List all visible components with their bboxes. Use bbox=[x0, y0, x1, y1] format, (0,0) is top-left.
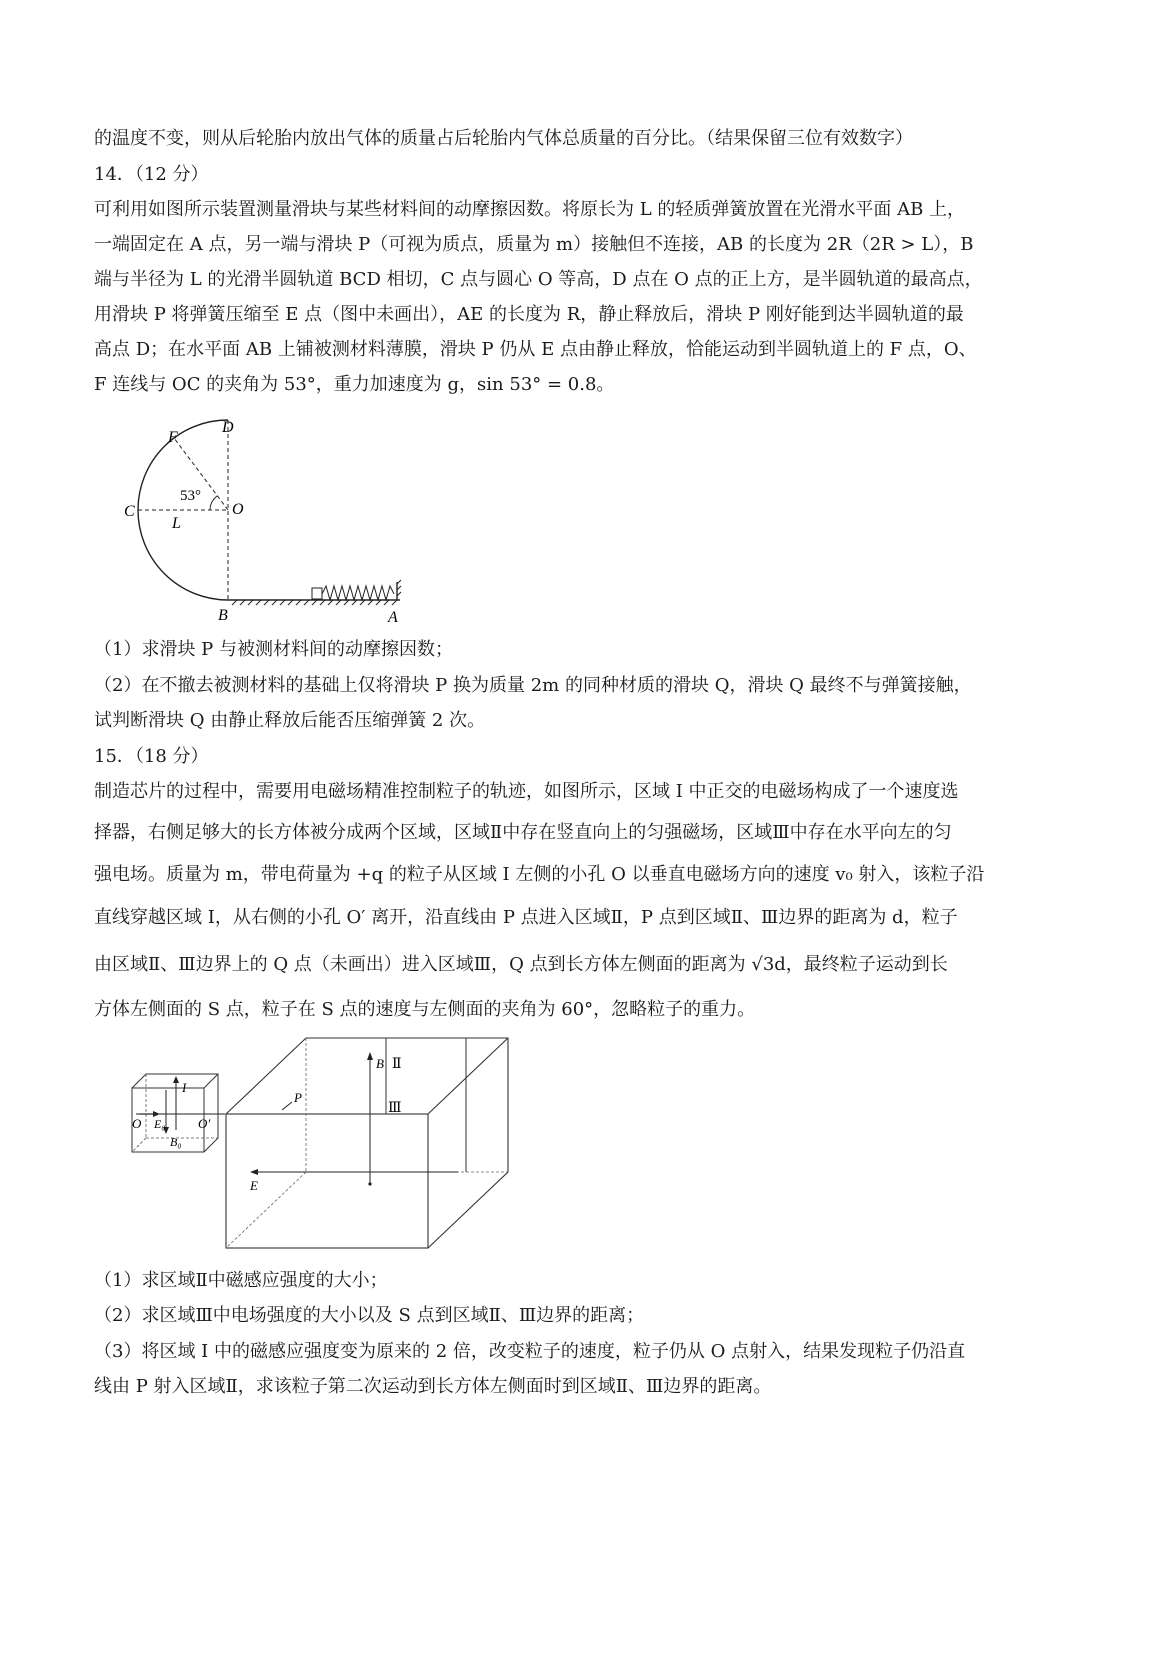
q15-subquestion: 线由 P 射入区域Ⅱ，求该粒子第二次运动到长方体左侧面时到区域Ⅱ、Ⅲ边界的距离。 bbox=[94, 1376, 772, 1397]
b-field-arrowhead bbox=[367, 1052, 373, 1060]
e-field-arrowhead bbox=[250, 1169, 258, 1175]
label-f: F bbox=[168, 429, 178, 446]
label-c: C bbox=[124, 503, 135, 520]
q15-heading: 15．（18 分） bbox=[94, 746, 209, 767]
label-l: L bbox=[172, 515, 181, 532]
slider-block bbox=[312, 588, 322, 599]
label-e0: E₀ bbox=[154, 1117, 166, 1131]
q14-text-line: 端与半径为 L 的光滑半圆轨道 BCD 相切，C 点与圆心 O 等高，D 点在 O 点的正上方，是半圆轨道的最高点， bbox=[94, 269, 983, 290]
q14-heading: 14．（12 分） bbox=[94, 164, 209, 185]
q15-subquestion: （3）将区域 I 中的磁感应强度变为原来的 2 倍，改变粒子的速度，粒子仍从 O 点射入，结果发现粒子仍沿直 bbox=[94, 1341, 966, 1362]
label-o: O bbox=[232, 501, 244, 518]
q15-subquestion: （1）求区域Ⅱ中磁感应强度的大小； bbox=[94, 1270, 388, 1291]
label-b: B bbox=[376, 1056, 384, 1071]
q15-text-line: 择器，右侧足够大的长方体被分成两个区域，区域Ⅱ中存在竖直向上的匀强磁场，区域Ⅲ中存在水平向左的匀 bbox=[94, 822, 952, 843]
q15-subquestion: （2）求区域Ⅲ中电场强度的大小以及 S 点到区域Ⅱ、Ⅲ边界的距离； bbox=[94, 1305, 645, 1326]
label-a: A bbox=[388, 609, 398, 622]
q14-subquestion: 试判断滑块 Q 由静止释放后能否压缩弹簧 2 次。 bbox=[94, 710, 486, 731]
label-b0: B₀ bbox=[170, 1135, 182, 1149]
label-region-i: I bbox=[182, 1080, 187, 1095]
q14-track-figure bbox=[110, 412, 430, 622]
label-o-hole: O bbox=[132, 1116, 142, 1131]
q15-field-figure bbox=[126, 1034, 526, 1254]
q14-text-line: 高点 D；在水平面 AB 上铺被测材料薄膜，滑块 P 仍从 E 点由静止释放，恰能运动到半圆轨道上的 F 点，O、 bbox=[94, 339, 977, 360]
q14-text-line: 可利用如图所示装置测量滑块与某些材料间的动摩擦因数。将原长为 L 的轻质弹簧放置在光滑水平面 AB 上， bbox=[94, 199, 966, 220]
label-b: B bbox=[218, 607, 228, 622]
q15-text-line: 由区域Ⅱ、Ⅲ边界上的 Q 点（未画出）进入区域Ⅲ，Q 点到长方体左侧面的距离为 √3d，最终粒子运动到长 bbox=[94, 954, 948, 975]
ground-hatching bbox=[232, 600, 397, 605]
i-arrowhead bbox=[173, 1076, 179, 1083]
q14-subquestion: （1）求滑块 P 与被测材料间的动摩擦因数； bbox=[94, 639, 454, 660]
q15-text-line: 方体左侧面的 S 点，粒子在 S 点的速度与左侧面的夹角为 60°，忽略粒子的重力。 bbox=[94, 999, 756, 1020]
intro-line: 的温度不变，则从后轮胎内放出气体的质量占后轮胎内气体总质量的百分比。（结果保留三位有效数字） bbox=[94, 128, 913, 149]
label-e: E bbox=[250, 1178, 258, 1193]
q14-text-line: 一端固定在 A 点，另一端与滑块 P（可视为质点，质量为 m）接触但不连接，AB 的长度为 2R（2R > L），B bbox=[94, 234, 974, 255]
p-entry-arrow bbox=[282, 1102, 292, 1110]
label-region-ii: Ⅱ bbox=[392, 1057, 402, 1072]
label-o-prime: O′ bbox=[198, 1116, 211, 1131]
angle-arc bbox=[210, 496, 217, 510]
q14-text-line: F 连线与 OC 的夹角为 53°，重力加速度为 g，sin 53° = 0.8。 bbox=[94, 374, 615, 395]
label-p: P bbox=[294, 1090, 302, 1105]
spring bbox=[322, 586, 394, 600]
q14-text-line: 用滑块 P 将弹簧压缩至 E 点（图中未画出），AE 的长度为 R，静止释放后，滑块 P 刚好能到达半圆轨道的最 bbox=[94, 304, 964, 325]
q14-subquestion: （2）在不撤去被测材料的基础上仅将滑块 P 换为质量 2m 的同种材质的滑块 Q，滑块 Q 最终不与弹簧接触， bbox=[94, 675, 972, 696]
q15-text-line: 直线穿越区域 I，从右侧的小孔 O′ 离开，沿直线由 P 点进入区域Ⅱ，P 点到区域Ⅱ、Ⅲ边界的距离为 d，粒子 bbox=[94, 907, 958, 928]
q15-text-line: 强电场。质量为 m，带电荷量为 +q 的粒子从区域 I 左侧的小孔 O 以垂直电磁场方向的速度 v₀ 射入，该粒子沿 bbox=[94, 864, 985, 885]
label-angle: 53° bbox=[180, 488, 201, 504]
label-d: D bbox=[222, 419, 234, 436]
q15-text-line: 制造芯片的过程中，需要用电磁场精准控制粒子的轨迹，如图所示，区域 I 中正交的电磁场构成了一个速度选 bbox=[94, 781, 959, 802]
b-field-origin-dot bbox=[368, 1182, 371, 1185]
label-region-iii: Ⅲ bbox=[388, 1101, 402, 1116]
